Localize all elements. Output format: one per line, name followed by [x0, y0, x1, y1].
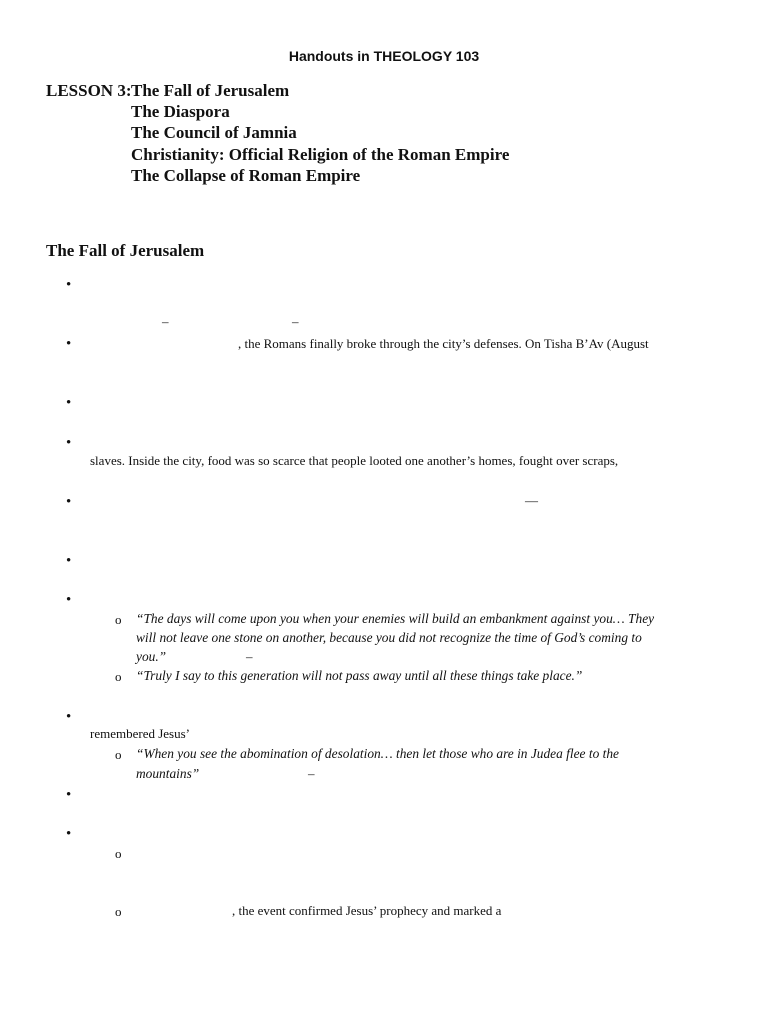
document-title: Handouts in THEOLOGY 103 — [288, 48, 480, 64]
quote-line: “When you see the abomination of desolation… then let those who are in Judea flee to the — [136, 746, 619, 761]
quote-line: “Truly I say to this generation will not pass away until all these things take place.” — [136, 668, 583, 683]
lesson-topic-5: The Collapse of Roman Empire — [131, 166, 361, 185]
sub-bullet-marker: o — [115, 669, 122, 684]
bullet-marker: • — [66, 336, 72, 352]
en-dash: – — [162, 314, 169, 329]
lesson-label: LESSON 3: — [46, 81, 132, 100]
en-dash: – — [292, 314, 299, 329]
lesson-topic-3: The Council of Jamnia — [131, 123, 297, 142]
em-dash: — — [525, 493, 538, 508]
text-line-remembered: remembered Jesus’ — [90, 726, 190, 741]
bullet-marker: • — [66, 435, 72, 451]
sub-bullet-marker: o — [115, 904, 122, 919]
lesson-topic-1: The Fall of Jerusalem — [131, 81, 290, 100]
text-line-breakthrough: , the Romans finally broke through the city’s defenses. On Tisha B’Av (August — [238, 336, 649, 351]
bullet-marker: • — [66, 709, 72, 725]
bullet-marker: • — [66, 592, 72, 608]
bullet-marker: • — [66, 494, 72, 510]
quote-line: will not leave one stone on another, because you did not recognize the time of God’s coming to — [136, 630, 642, 645]
quote-line: mountains” — [136, 766, 200, 781]
bullet-marker: • — [66, 787, 72, 803]
sub-bullet-marker: o — [115, 747, 122, 762]
text-line-confirmed: , the event confirmed Jesus’ prophecy and marked a — [232, 903, 502, 918]
bullet-marker: • — [66, 395, 72, 411]
quote-line: “The days will come upon you when your enemies will build an embankment against you… They — [136, 611, 655, 626]
sub-bullet-marker: o — [115, 612, 122, 627]
en-dash: – — [308, 766, 315, 781]
text-line-slaves: slaves. Inside the city, food was so scarce that people looted one another’s homes, fought over scraps, — [90, 453, 619, 468]
lesson-topic-2: The Diaspora — [131, 102, 230, 121]
bullet-marker: • — [66, 553, 72, 569]
quote-line: you.” — [136, 649, 167, 664]
section-heading: The Fall of Jerusalem — [46, 241, 205, 260]
lesson-topic-4: Christianity: Official Religion of the Roman Empire — [131, 145, 510, 164]
bullet-marker: • — [66, 826, 72, 842]
bullet-marker: • — [66, 277, 72, 293]
en-dash: – — [246, 649, 253, 664]
sub-bullet-marker: o — [115, 846, 122, 861]
